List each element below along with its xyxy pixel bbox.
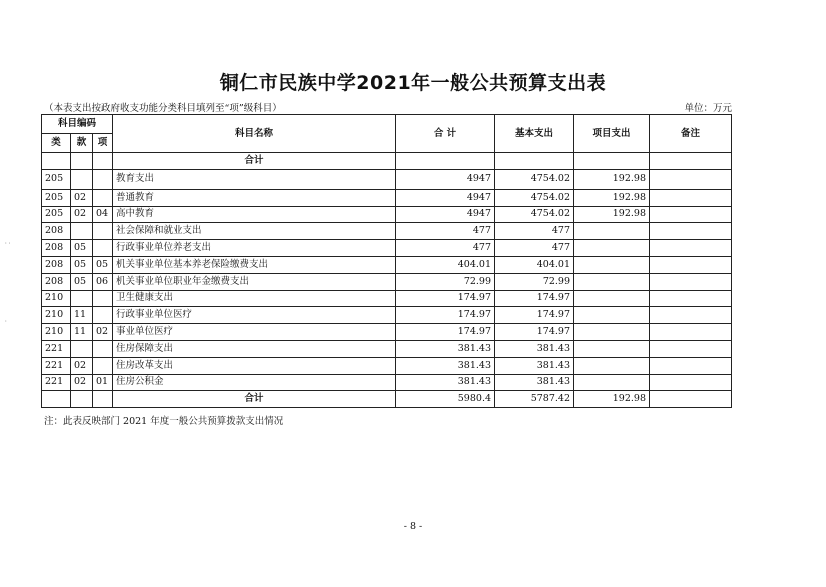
header-project: 项目支出	[574, 115, 650, 153]
summary-row	[42, 153, 732, 170]
cell-name: 行政事业单位医疗	[113, 307, 396, 324]
cell-lei: 210	[42, 324, 71, 341]
cell-basic: 477	[495, 223, 574, 240]
cell-lei: 208	[42, 223, 71, 240]
cell-total: 381.43	[396, 340, 495, 357]
cell-total: 72.99	[396, 273, 495, 290]
cell-name: 事业单位医疗	[113, 324, 396, 341]
cell-basic: 4754.02	[495, 189, 574, 206]
cell-name: 教育支出	[113, 169, 396, 189]
cell-lei: 210	[42, 307, 71, 324]
cell-name: 卫生健康支出	[113, 290, 396, 307]
cell-remark	[650, 169, 732, 189]
budget-table	[41, 114, 732, 408]
cell-kuan	[71, 223, 93, 240]
grand-total-row	[42, 391, 732, 408]
cell-remark	[650, 290, 732, 307]
grand-total-label: 合计	[113, 391, 396, 408]
cell-project	[574, 340, 650, 357]
header-basic: 基本支出	[495, 115, 574, 153]
cell-basic: 381.43	[495, 340, 574, 357]
cell-project	[574, 223, 650, 240]
table-row	[42, 240, 732, 257]
grand-total-basic: 5787.42	[495, 391, 574, 408]
cell-lei: 205	[42, 169, 71, 189]
table-row	[42, 223, 732, 240]
cell-project: 192.98	[574, 189, 650, 206]
cell-total: 174.97	[396, 307, 495, 324]
page-title: 铜仁市民族中学2021年一般公共预算支出表	[219, 72, 607, 94]
cell-xiang	[93, 357, 113, 374]
cell-lei: 208	[42, 273, 71, 290]
header-total: 合 计	[396, 115, 495, 153]
cell-project	[574, 240, 650, 257]
cell-xiang	[93, 240, 113, 257]
cell-total: 4947	[396, 206, 495, 223]
cell-lei: 221	[42, 374, 71, 391]
grand-total-project: 192.98	[574, 391, 650, 408]
cell-kuan: 02	[71, 206, 93, 223]
cell-xiang: 04	[93, 206, 113, 223]
cell-remark	[650, 324, 732, 341]
cell-name: 机关事业单位基本养老保险缴费支出	[113, 256, 396, 273]
cell-remark	[650, 189, 732, 206]
scan-margin-mark: ··	[4, 240, 12, 247]
cell-kuan: 05	[71, 256, 93, 273]
cell-kuan: 02	[71, 374, 93, 391]
table-row	[42, 324, 732, 341]
cell-total: 174.97	[396, 324, 495, 341]
table-row	[42, 374, 732, 391]
cell-total: 174.97	[396, 290, 495, 307]
cell-project: 192.98	[574, 206, 650, 223]
cell-xiang	[93, 223, 113, 240]
cell-project: 192.98	[574, 169, 650, 189]
header-row-1	[42, 115, 732, 134]
table-row	[42, 273, 732, 290]
cell-basic: 404.01	[495, 256, 574, 273]
cell-name: 住房公积金	[113, 374, 396, 391]
cell-kuan: 02	[71, 189, 93, 206]
cell-xiang	[93, 307, 113, 324]
cell-xiang	[93, 169, 113, 189]
header-code-group: 科目编码	[42, 115, 113, 134]
cell-total: 4947	[396, 169, 495, 189]
cell-name: 普通教育	[113, 189, 396, 206]
scan-margin-mark: ·	[4, 318, 8, 325]
cell-xiang: 05	[93, 256, 113, 273]
cell-total: 381.43	[396, 374, 495, 391]
cell-xiang: 02	[93, 324, 113, 341]
table-row	[42, 189, 732, 206]
cell-lei: 221	[42, 357, 71, 374]
cell-kuan: 05	[71, 273, 93, 290]
cell-project	[574, 290, 650, 307]
cell-name: 住房改革支出	[113, 357, 396, 374]
cell-lei: 205	[42, 206, 71, 223]
cell-basic: 477	[495, 240, 574, 257]
cell-remark	[650, 256, 732, 273]
cell-basic: 174.97	[495, 324, 574, 341]
cell-xiang: 06	[93, 273, 113, 290]
cell-total: 477	[396, 223, 495, 240]
table-row	[42, 340, 732, 357]
cell-basic: 381.43	[495, 374, 574, 391]
cell-total: 477	[396, 240, 495, 257]
table-subtitle: （本表支出按政府收支功能分类科目填列至“项”级科目）	[44, 103, 282, 114]
cell-total: 4947	[396, 189, 495, 206]
cell-kuan	[71, 169, 93, 189]
page-number: - 8 -	[403, 521, 423, 532]
cell-remark	[650, 374, 732, 391]
cell-name: 高中教育	[113, 206, 396, 223]
cell-project	[574, 307, 650, 324]
cell-remark	[650, 340, 732, 357]
cell-name: 行政事业单位养老支出	[113, 240, 396, 257]
grand-total-total: 5980.4	[396, 391, 495, 408]
header-name: 科目名称	[113, 115, 396, 153]
cell-kuan	[71, 290, 93, 307]
cell-name: 住房保障支出	[113, 340, 396, 357]
cell-remark	[650, 206, 732, 223]
table-row	[42, 357, 732, 374]
footnote: 注：此表反映部门 2021 年度一般公共预算拨款支出情况	[44, 416, 284, 427]
cell-basic: 4754.02	[495, 169, 574, 189]
cell-basic: 4754.02	[495, 206, 574, 223]
cell-xiang: 01	[93, 374, 113, 391]
cell-total: 381.43	[396, 357, 495, 374]
header-lei: 类	[42, 134, 71, 153]
cell-total: 404.01	[396, 256, 495, 273]
unit-label: 单位：万元	[684, 103, 732, 114]
cell-basic: 72.99	[495, 273, 574, 290]
cell-project	[574, 374, 650, 391]
cell-kuan: 02	[71, 357, 93, 374]
cell-xiang	[93, 340, 113, 357]
cell-kuan	[71, 340, 93, 357]
cell-lei: 221	[42, 340, 71, 357]
cell-name: 机关事业单位职业年金缴费支出	[113, 273, 396, 290]
cell-project	[574, 256, 650, 273]
grand-total-remark	[650, 391, 732, 408]
cell-kuan: 11	[71, 324, 93, 341]
cell-basic: 381.43	[495, 357, 574, 374]
cell-name: 社会保障和就业支出	[113, 223, 396, 240]
table-row	[42, 290, 732, 307]
cell-kuan: 05	[71, 240, 93, 257]
table-row	[42, 169, 732, 189]
cell-basic: 174.97	[495, 290, 574, 307]
table-row	[42, 256, 732, 273]
cell-remark	[650, 240, 732, 257]
cell-project	[574, 273, 650, 290]
header-kuan: 款	[71, 134, 93, 153]
table-row	[42, 206, 732, 223]
cell-xiang	[93, 189, 113, 206]
cell-lei: 205	[42, 189, 71, 206]
cell-project	[574, 357, 650, 374]
cell-kuan: 11	[71, 307, 93, 324]
cell-xiang	[93, 290, 113, 307]
cell-lei: 208	[42, 256, 71, 273]
cell-remark	[650, 357, 732, 374]
cell-remark	[650, 223, 732, 240]
cell-remark	[650, 273, 732, 290]
table-row	[42, 307, 732, 324]
cell-basic: 174.97	[495, 307, 574, 324]
header-remark: 备注	[650, 115, 732, 153]
cell-lei: 210	[42, 290, 71, 307]
cell-project	[574, 324, 650, 341]
cell-lei: 208	[42, 240, 71, 257]
cell-remark	[650, 307, 732, 324]
header-xiang: 项	[93, 134, 113, 153]
summary-label: 合计	[113, 153, 396, 170]
